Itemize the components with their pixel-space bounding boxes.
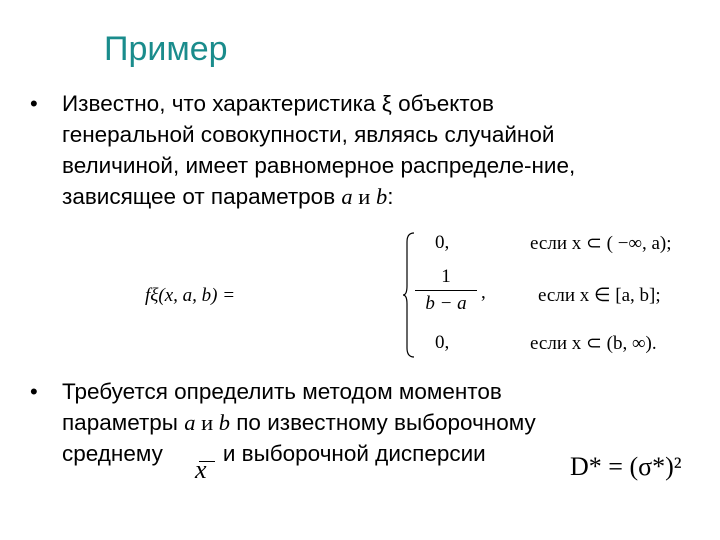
slide-title: Пример — [104, 30, 228, 68]
p1-line4-prefix: зависящее от параметров — [62, 184, 342, 209]
param-b-2: b — [218, 410, 230, 435]
p1-line1: Известно, что характеристика ξ объектов — [62, 91, 494, 116]
param-a: a — [341, 184, 353, 209]
formula-lhs: fξ(x, a, b) = — [145, 285, 236, 306]
p1-line2: генеральной совокупности, являясь случайной — [62, 122, 555, 147]
p2-line2-prefix: параметры — [62, 410, 185, 435]
p2-line3-prefix: среднему — [62, 441, 163, 466]
p2-line2-suffix: по известному выборочному — [230, 410, 536, 435]
xbar-letter: x — [195, 455, 207, 484]
bullet-1: • — [30, 91, 38, 116]
overline — [199, 461, 215, 462]
and-word: и — [352, 184, 376, 209]
p1-line3: величиной, имеет равномерное распределе-ние, — [62, 153, 576, 178]
p2-line2 — [62, 407, 702, 438]
piecewise-formula — [145, 222, 672, 362]
case3-condition: если x ⊂ (b, ∞). — [530, 333, 657, 354]
p1-line4 — [62, 181, 702, 212]
case2-fraction — [415, 266, 477, 315]
case2-comma: , — [481, 282, 486, 303]
fraction-numerator: 1 — [441, 266, 451, 287]
case1-condition: если x ⊂ ( −∞, a); — [530, 233, 672, 254]
and-word-2: и — [195, 410, 219, 435]
sample-mean-symbol — [195, 455, 207, 485]
case2-condition: если x ∈ [a, b]; — [538, 285, 661, 306]
p1-line4-suffix: : — [387, 184, 394, 209]
sample-variance-formula: D* = (σ*)² — [570, 452, 682, 481]
bullet-2: • — [30, 379, 38, 404]
p2-line1: Требуется определить методом моментов — [62, 379, 502, 404]
case1-value: 0, — [435, 232, 450, 253]
fraction-denominator: b − a — [425, 293, 467, 314]
p2-line3-suffix: и выборочной дисперсии — [222, 441, 486, 466]
fraction-bar — [415, 290, 477, 291]
left-brace-icon — [403, 232, 415, 358]
param-a-2: a — [184, 410, 196, 435]
case3-value: 0, — [435, 332, 450, 353]
param-b: b — [375, 184, 388, 209]
paragraph-1 — [62, 88, 702, 212]
